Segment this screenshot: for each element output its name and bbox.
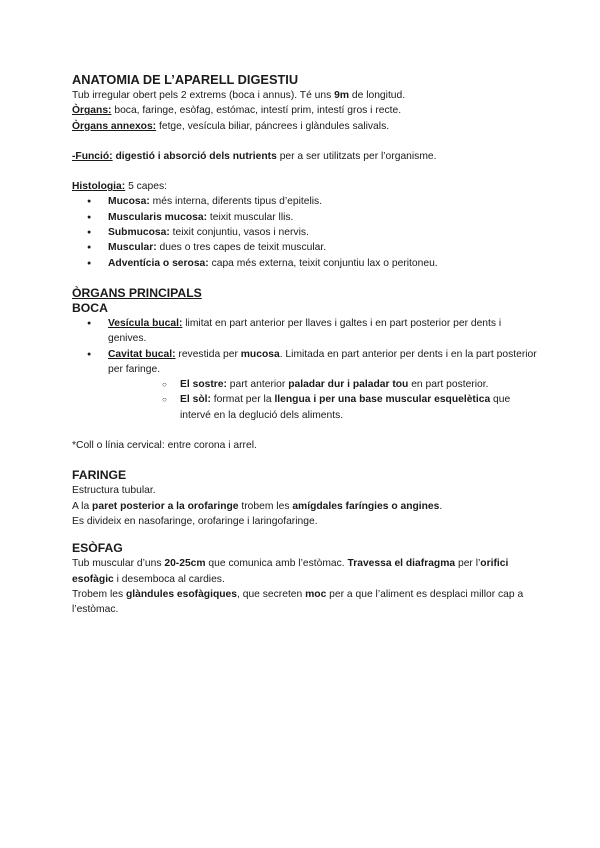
- intro-text: Tub irregular obert pels 2 extrems (boca i annus). Té uns: [72, 90, 335, 101]
- sol-text: format per la: [210, 394, 275, 406]
- list-item: [72, 194, 542, 209]
- faringe-bold: paret posterior a la orofaringe: [92, 500, 239, 512]
- organs-line: [72, 103, 542, 118]
- esofag-text: Tub muscular d’uns: [72, 558, 165, 570]
- esofag-bold: glàndules esofàgiques: [125, 588, 237, 600]
- funcio-line: [72, 149, 542, 164]
- cavitat-label: Cavitat bucal:: [108, 348, 176, 360]
- layer-desc: teixit conjuntiu, vasos i nervis.: [169, 227, 309, 239]
- esofag-text: per a que l’aliment es desplaci millor cap a l’estòmac.: [72, 588, 524, 616]
- faringe-text: trobem les: [238, 500, 293, 512]
- cavitat-text-end: . Limitada en part anterior per dents i en la part posterior per faringe.: [108, 348, 537, 375]
- histologia-line: [72, 179, 542, 194]
- annexos-line: [72, 119, 542, 134]
- sostre-text-end: en part posterior.: [408, 379, 489, 391]
- faringe-heading: FARINGE: [72, 468, 127, 483]
- layer-desc: teixit muscular llis.: [207, 211, 294, 223]
- layer-name: Mucosa:: [108, 196, 150, 208]
- layer-desc: dues o tres capes de teixit muscular.: [156, 242, 327, 254]
- esofag-text: per l’: [455, 558, 481, 570]
- faringe-text: .: [439, 500, 443, 512]
- funcio-bold: digestió i absorció dels nutrients: [112, 150, 277, 162]
- intro-text-end: de longitud.: [349, 90, 406, 101]
- funcio-text: per a ser utilitzats per l’organisme.: [276, 150, 437, 162]
- coll-note: *Coll o línia cervical: entre corona i arrel.: [72, 440, 257, 452]
- esofag-bold: 20-25cm: [164, 558, 206, 570]
- faringe-line: [72, 499, 542, 514]
- list-item: [108, 377, 542, 392]
- esofag-text: , que secreten: [237, 588, 306, 600]
- cavitat-sublist: [108, 377, 542, 423]
- boca-list: [72, 316, 542, 423]
- vesicula-label: Vesícula bucal:: [108, 317, 183, 329]
- faringe-text: A la: [72, 500, 93, 512]
- layer-name: Submucosa:: [108, 227, 170, 239]
- organs-principals-heading: ÒRGANS PRINCIPALS: [72, 285, 202, 300]
- faringe-line: Es divideix en nasofaringe, orofaringe i laringofaringe.: [72, 515, 318, 527]
- layer-name: Adventícia o serosa:: [108, 257, 209, 269]
- list-item: [72, 225, 542, 240]
- sol-text-end: que intervé en la deglució dels aliments.: [180, 394, 511, 421]
- esofag-text: i desemboca al cardies.: [113, 573, 225, 585]
- list-item: [72, 316, 542, 347]
- esofag-bold: Travessa el diafragma: [347, 558, 456, 570]
- esofag-bold: moc: [305, 588, 327, 600]
- layer-name: Muscular:: [108, 242, 157, 254]
- annexos-text: fetge, vesícula biliar, páncrees i glàndules salivals.: [156, 120, 390, 132]
- cavitat-bold: mucosa: [240, 348, 280, 360]
- histologia-label: Histologia:: [72, 181, 126, 193]
- esofag-paragraph: [72, 556, 542, 587]
- layer-desc: capa més externa, teixit conjuntiu lax o peritoneu.: [208, 257, 438, 269]
- sostre-bold: paladar dur i paladar tou: [288, 379, 409, 391]
- esofag-text: que comunica amb l’estòmac.: [205, 558, 348, 570]
- sostre-text: part anterior: [226, 379, 289, 391]
- list-item: [72, 210, 542, 225]
- layer-desc: més interna, diferents tipus d’epitelis.: [149, 196, 323, 208]
- sol-label: El sòl:: [180, 394, 211, 406]
- annexos-label: Òrgans annexos:: [72, 120, 157, 132]
- intro-line: [72, 88, 542, 103]
- histologia-text: 5 capes:: [125, 181, 167, 193]
- list-item: [72, 240, 542, 255]
- esofag-bold: orifici esofàgic: [72, 558, 509, 585]
- vesicula-text: limitat en part anterior per llaves i galtes i en part posterior per dents i genives.: [108, 317, 502, 345]
- esofag-heading: ESÒFAG: [72, 541, 123, 556]
- organs-label: Òrgans:: [72, 105, 112, 117]
- list-item: [108, 392, 542, 423]
- organs-text: boca, faringe, esòfag, estómac, intestí prim, intestí gros i recte.: [111, 105, 402, 117]
- esofag-paragraph: [72, 587, 542, 618]
- document-title: ANATOMIA DE L’APARELL DIGESTIU: [72, 72, 299, 87]
- histologia-list: [72, 194, 542, 270]
- list-item: [72, 256, 542, 271]
- esofag-text: Trobem les: [72, 588, 126, 600]
- layer-name: Muscularis mucosa:: [108, 211, 207, 223]
- faringe-line: Estructura tubular.: [72, 485, 156, 497]
- funcio-label: -Funció:: [72, 150, 113, 162]
- boca-heading: BOCA: [72, 300, 108, 315]
- sol-bold: llengua i per una base muscular esquelètica: [274, 394, 491, 406]
- sostre-label: El sostre:: [180, 379, 227, 391]
- document-page: [72, 71, 542, 617]
- cavitat-text: revestida per: [175, 348, 241, 360]
- list-item: [72, 347, 542, 423]
- faringe-bold: amígdales faríngies o angines: [292, 500, 440, 512]
- intro-length: 9m: [334, 90, 350, 101]
